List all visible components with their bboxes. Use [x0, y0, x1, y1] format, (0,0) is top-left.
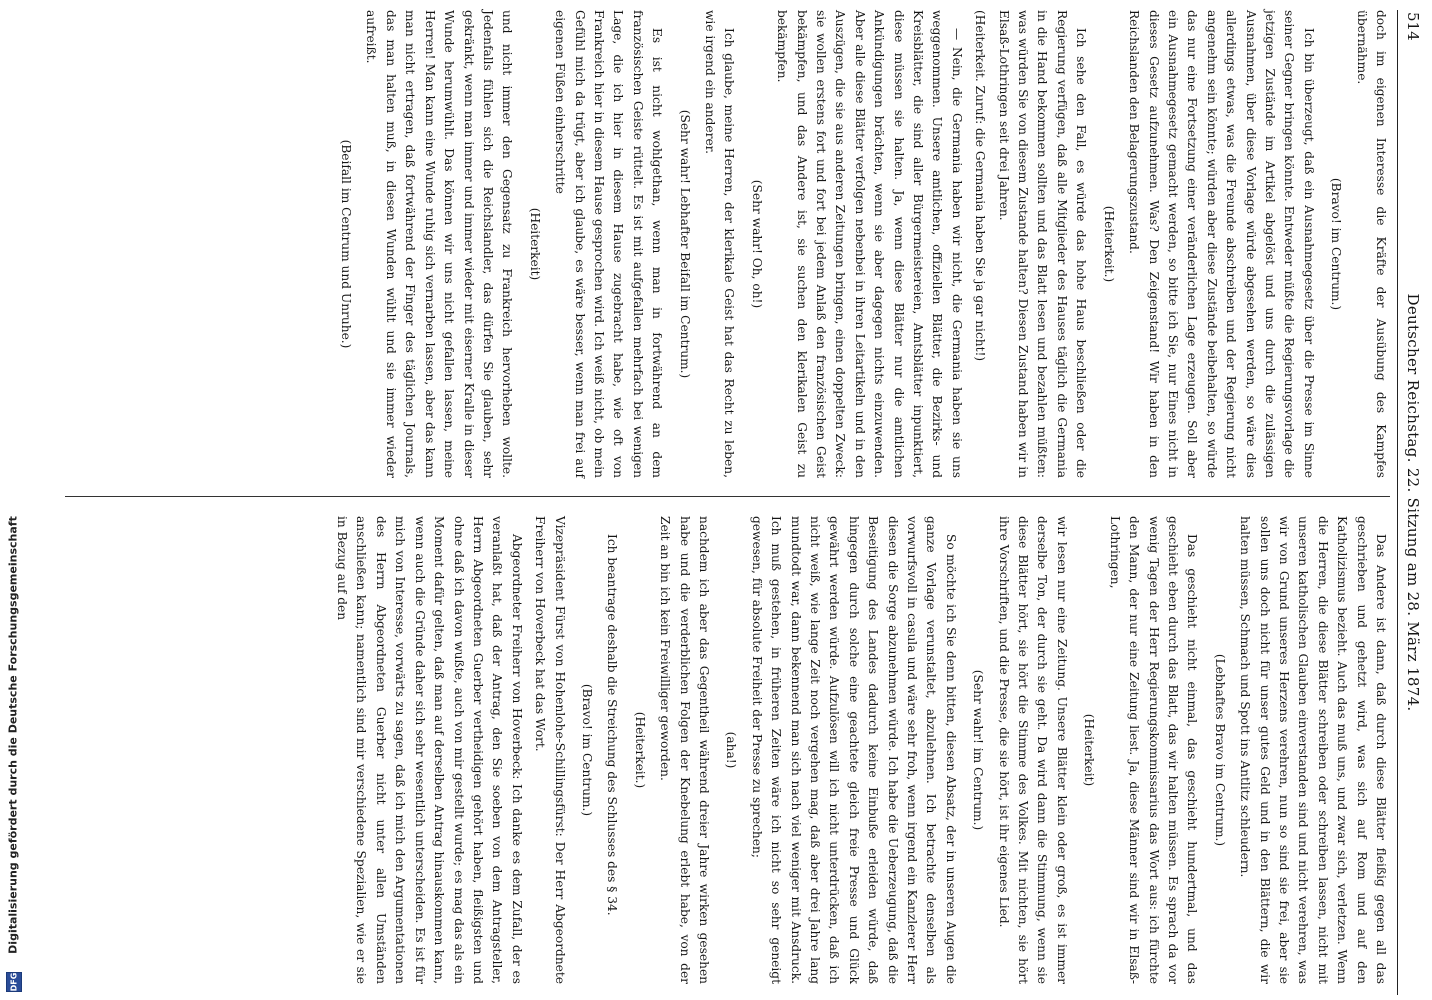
page-number: 514	[1404, 12, 1422, 41]
paragraph: nachdem ich aber das Gegentheil während dreier Jahre wirken gesehen habe und die verderblichen Folgen der Knebelung erlebt habe, von der Zeit an bin ich kein Freiwilliger geworden.	[658, 516, 711, 984]
paragraph: — Nein, die Germania haben wir nicht, die Germania haben sie uns weggenommen. Unsere amtlichen, offiziellen Blätter, die Bezirks- und Kreisblätter, die sind aller Bürgermeistereien, Amtsblätter inpunktiert, diese müssen sie halten. Ja, wenn diese Blätter nur die amtlichen Ankündigungen brächten, wenn sie aber dagegen nichts einzuwenden. Aber alle diese Blätter verfolgen nebenbei in ihren Leitartikeln und in den Auszügen, die sie aus anderen Zeitungen bringen, einen doppelten Zweck: sie wollen erstens fort und fort bei jedem Anlaß den französischen Geist bekämpfen, und das Andere ist, sie suchen den klerikalen Geist zu bekämpfen.	[775, 10, 964, 478]
speech-reaction: (Heiterkeit.)	[632, 711, 647, 789]
digitization-credit	[2, 500, 24, 970]
paragraph: Ich sehe den Fall, es würde das hohe Haus beschließen oder die Regierung verfügen, daß alle Mitglieder des Hauses täglich die Germania in die Hand bekommen sollten und das Blatt lesen und bezahlen müßten: was würden Sie von diesem Zustande halten? Diesen Zustand haben wir in Elsaß-Lothringen seit drei Jahren.	[996, 10, 1089, 478]
speech-reaction: (Bravo! im Centrum.)	[1329, 177, 1344, 311]
speech-reaction: (Lebhaftes Bravo im Centrum.)	[1212, 653, 1227, 847]
speech-reaction: (Sehr wahr! Lebhafter Beifall im Centrum.)	[677, 109, 692, 379]
paragraph: So möchte ich Sie denn bitten, diesen Absatz, der in unseren Augen die ganze Vorlage verunstaltet, abzulehnen. Ich betrachte denselben als vorwurfsvoll in casula und wäre sehr froh, wenn irgend ein Kanzlerer Herr diesen die Sorge abzunehmen würde. Ich habe die Ueberzeugung, daß die Beseitigung des Landes dadurch keine Einbuße erleiden würde, daß hingegen durch solche eine geachtete gleich freie Presse und Glück gewährt werden würde. Aufzulösen will ich nicht unterdrücken, daß ich nicht weiß, wie lange Zeit noch vergehen mag, daß aber drei Jahre lang mundtodt war, dann bekennend man sich nach viel weniger mit Ansdruck. Ich muß gestehen, in früheren Zeiten wäre ich nicht so sehr geneigt gewesen, für absolute Freiheit der Presse zu sprechen;	[749, 516, 958, 984]
speech-reaction: (Heiterkeit)	[527, 207, 542, 281]
paragraph: Das geschieht nicht einmal, das geschieht hundertmal, und das geschieht eben durch das Blatt, das wir halten müssen. Es sprach da vor wenig Tagen der Herr Regierungskommissarius das Wort aus: ich fürchte den Mann, der nur eine Zeitung liest. Ja, diese Männer sind wir in Elsaß-Lothringen,	[1107, 516, 1200, 984]
paragraph: (Heiterkeit. Zuruf: die Germania haben Sie ja gar nicht!)	[973, 10, 988, 362]
dfg-logo-text: DFG	[9, 972, 19, 992]
running-title: Deutscher Reichstag. 22. Sitzung am 28. März 1874.	[1404, 293, 1422, 712]
digitization-sidebar	[2, 0, 24, 1000]
paragraph: Vizepräsident Fürst von Hohenlohe-Schillingsfürst: Der Herr Abgeordnete Freiherr von Hoverbeck hat das Wort.	[533, 516, 567, 984]
speech-reaction: (Heiterkeit)	[1082, 713, 1097, 787]
paragraph: doch im eigenen Interesse die Kräfte der Ausübung des Kampfes übernähme.	[1354, 10, 1388, 478]
speech-reaction: (Beifall im Centrum und Unruhe.)	[339, 139, 354, 349]
paragraph: Ich bin überzeugt, daß ein Ausnahmegesetz über die Presse im Sinne seiner Gegner bringen könnte. Entweder müßte die Regierungsvorlage die jetzigen Zustände im Artikel abgelöst und uns durch die zulässigen Ausnahmen, über diese Vorlage würde abgesehen werden, so wäre dies allerdings etwas, was die Freunde abschreiben und der Regierung nicht angenehm sein könnte; würden aber diese Zustände beibehalten, so würde das nur eine Fortsetzung einer veränderlichen Lage erzeugen. Soll aber ein Ausnahmegesetz gemacht werden, so bitte ich Sie, nur Eines nicht in dieses Gesetz aufzunehmen. Was? Den Zeigenstand! Wir haben in den Reichslanden den Belagerungszustand.	[1127, 10, 1316, 478]
credit-text: Digitalisierung gefördert durch die Deutsche Forschungsgemeinschaft	[6, 516, 20, 954]
paragraph: Ich glaube, meine Herren, der klerikale Geist hat das Recht zu leben, wie irgend ein anderer.	[703, 10, 737, 478]
paragraph: Abgeordneter Freiherr von Hoverbeck: Ich danke es dem Zufall, der es veranlaßt hat, daß der Antrag, den Sie soeben von dem Antragsteller, Herrn Abgeordneten Guerber vertheidigen gehört haben, fleißigsten und ohne daß ich davon wußte, auch von mir gestellt wurde; es mag das als ein Moment dafür gelten, daß man auf derselben Antrag hinauskommen kann, wenn auch die Gründe daher sich sehr wesentlich unterscheiden. Es ist für mich von Interesse, vorwärts zu sagen, daß ich mich den Argumentationen des Herrn Abgeordneten Guerber nicht unter allen Umständen anschließen kann; namentlich sind mir verschiedene Spezialien, wie er sie in Bezug auf den	[335, 516, 524, 984]
speech-reaction: (Sehr wahr! Oh, oh!)	[749, 179, 764, 309]
dfg-logo	[6, 972, 22, 992]
speech-reaction: (aha!)	[724, 731, 739, 769]
paragraph: Ich beantrage deshalb die Streichung des Schlusses des § 34.	[605, 534, 620, 916]
speech-reaction: (Sehr wahr! im Centrum.)	[971, 669, 986, 831]
paragraph: Das Andere ist dann, daß durch diese Blätter fleißig gegen all das geschrieben und gehetzt wird, was sich auf Rom und auf den Katholizismus bezieht. Auch das muß uns, und zwar sich, verletzen. Wenn die Herren, die diese Blätter schreiben oder schreiben lassen, nicht mit unseren katholischen Glauben einverstanden sind und nicht verehren, was wir von Grund unseres Herzens verehren, nun so sind sie frei, aber sie sollen uns doch nicht für unser gutes Geld und in den Blättern, die wir halten müssen, Schmach und Spott ins Antlitz schleudern.	[1238, 516, 1388, 984]
paragraph: wir lesen nur eine Zeitung. Unsere Blätter klein oder groß, es ist immer derselbe Ton, der durch sie geht. Da wird dann die Stimmung, wenn sie diese Blätter hört, sie hört die Stimme des Volkes. Mit nichten, sie hört ihre Vorschriften, und die Presse, die sie hört, ist ihr eigenes Lied.	[996, 516, 1069, 984]
right-column	[65, 516, 1390, 984]
speech-reaction: (Heiterkeit.)	[1101, 205, 1116, 283]
page-header	[1397, 10, 1428, 995]
column-divider	[65, 496, 1390, 497]
speech-reaction: (Bravo! im Centrum.)	[579, 683, 594, 817]
paragraph: Es ist nicht wohlgethan, wenn man in fortwährend an dem französischen Geiste rüttelt. Es ist mit aufgefallen mehrfach bei wenigen Lage, die ich hier in diesem Hause zugebracht habe, wie oft von Frankreich hier in diesem Hause gesprochen wird. Ich weiß nicht, ob mein Gefühl mich da trügt, aber ich glaube, es wäre besser, wenn man frei auf eigenen Füßen einherschritte	[553, 10, 665, 478]
left-column	[65, 10, 1390, 478]
printed-page	[58, 10, 1428, 995]
paragraph: und nicht immer den Gegensatz zu Frankreich hervorheben wollte. Jedenfalls fühlen sich die Reichslandler, das dürfen Sie glauben, sehr gekränkt, wenn man immer und immer wieder mit eiserner Kralle in dieser Wunde herumwühlt. Das können wir uns nicht gefallen lassen, meine Herren! Man kann eine Wunde ruhig sich vernarben lassen, aber das kann man nicht ertragen, daß fortwährend der Finger des täglichen Journals, das man halten muß, in diesen Wunden wühlt und sie immer wieder aufreißt.	[364, 10, 515, 478]
